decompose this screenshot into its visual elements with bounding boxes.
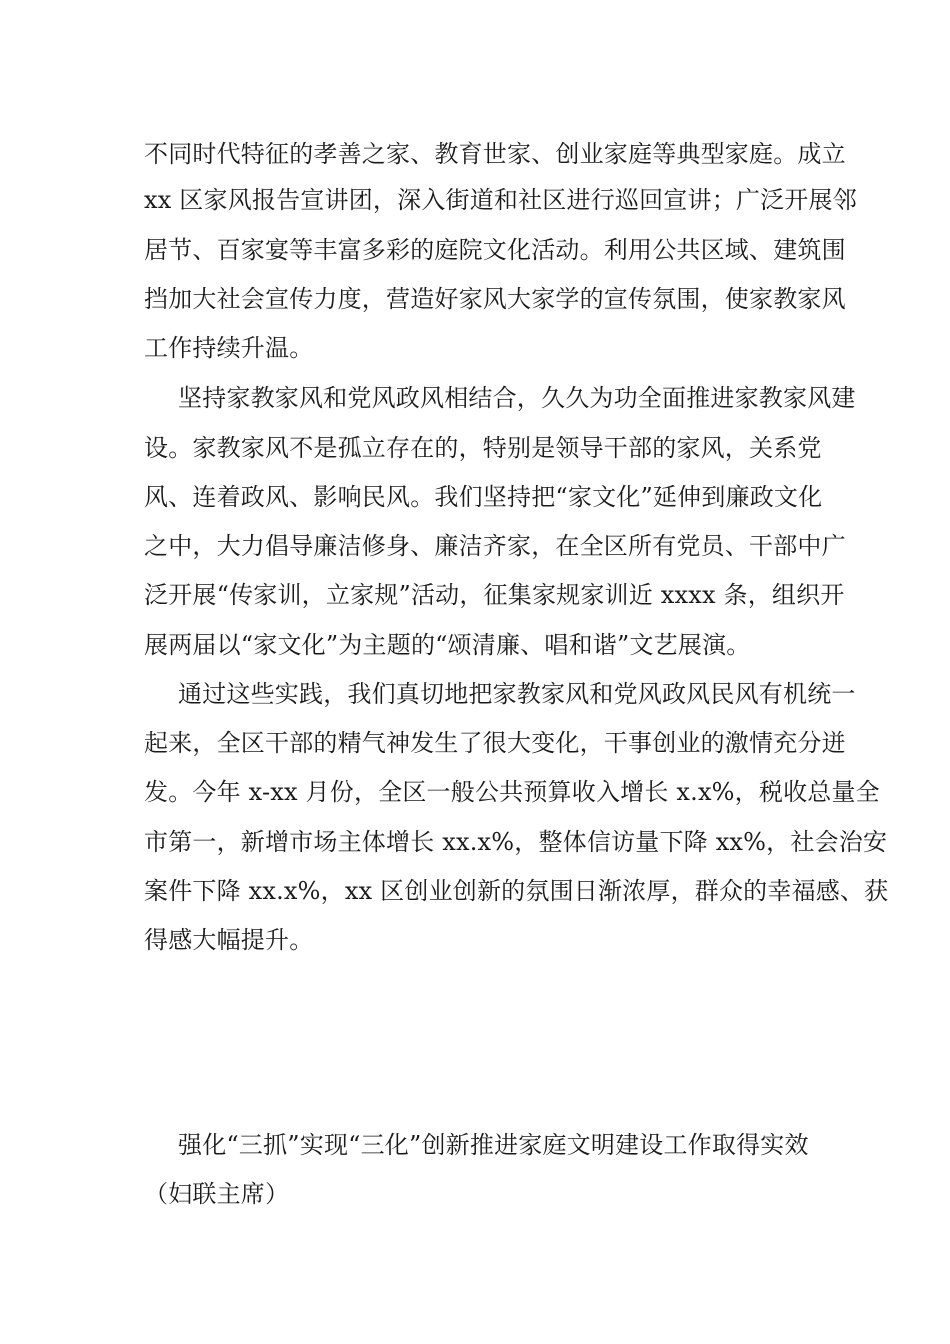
paragraph-2-line-4: 之中，大力倡导廉洁修身、廉洁齐家，在全区所有党员、干部中广: [144, 532, 846, 560]
paragraph-2-line-5: 泛开展“传家训，立家规”活动，征集家规家训近 xxxx 条，组织开: [144, 581, 845, 609]
paragraph-3-line-1: 通过这些实践，我们真切地把家教家风和党风政风民风有机统一: [178, 680, 856, 708]
paragraph-3-line-2: 起来，全区干部的精气神发生了很大变化，干事创业的激情充分迸: [144, 729, 846, 757]
paragraph-2-line-1: 坚持家教家风和党风政风相结合，久久为功全面推进家教家风建: [178, 384, 856, 412]
paragraph-2-line-3: 风、连着政风、影响民风。我们坚持把“家文化”延伸到廉政文化: [144, 483, 823, 511]
section-title: 强化“三抓”实现“三化”创新推进家庭文明建设工作取得实效: [178, 1131, 809, 1159]
paragraph-3-line-4: 市第一，新增市场主体增长 xx.x%，整体信访量下降 xx%，社会治安: [144, 828, 888, 856]
paragraph-3-line-3: 发。今年 x-xx 月份，全区一般公共预算收入增长 x.x%，税收总量全: [144, 778, 880, 806]
paragraph-1-line-2: xx 区家风报告宣讲团，深入街道和社区进行巡回宣讲；广泛开展邻: [144, 186, 857, 214]
paragraph-1-line-5: 工作持续升温。: [144, 334, 314, 362]
paragraph-2-line-6: 展两届以“家文化”为主题的“颂清廉、唱和谐”文艺展演。: [144, 631, 751, 659]
section-speaker: （妇联主席）: [144, 1180, 290, 1208]
paragraph-3-line-5: 案件下降 xx.x%，xx 区创业创新的氛围日渐浓厚，群众的幸福感、获: [144, 877, 889, 905]
paragraph-1-line-1: 不同时代特征的孝善之家、教育世家、创业家庭等典型家庭。成立: [144, 140, 846, 168]
paragraph-3-line-6: 得感大幅提升。: [144, 926, 314, 954]
paragraph-1-line-3: 居节、百家宴等丰富多彩的庭院文化活动。利用公共区域、建筑围: [144, 236, 846, 264]
paragraph-2-line-2: 设。家教家风不是孤立存在的，特别是领导干部的家风，关系党: [144, 434, 822, 462]
paragraph-1-line-4: 挡加大社会宣传力度，营造好家风大家学的宣传氛围，使家教家风: [144, 285, 846, 313]
